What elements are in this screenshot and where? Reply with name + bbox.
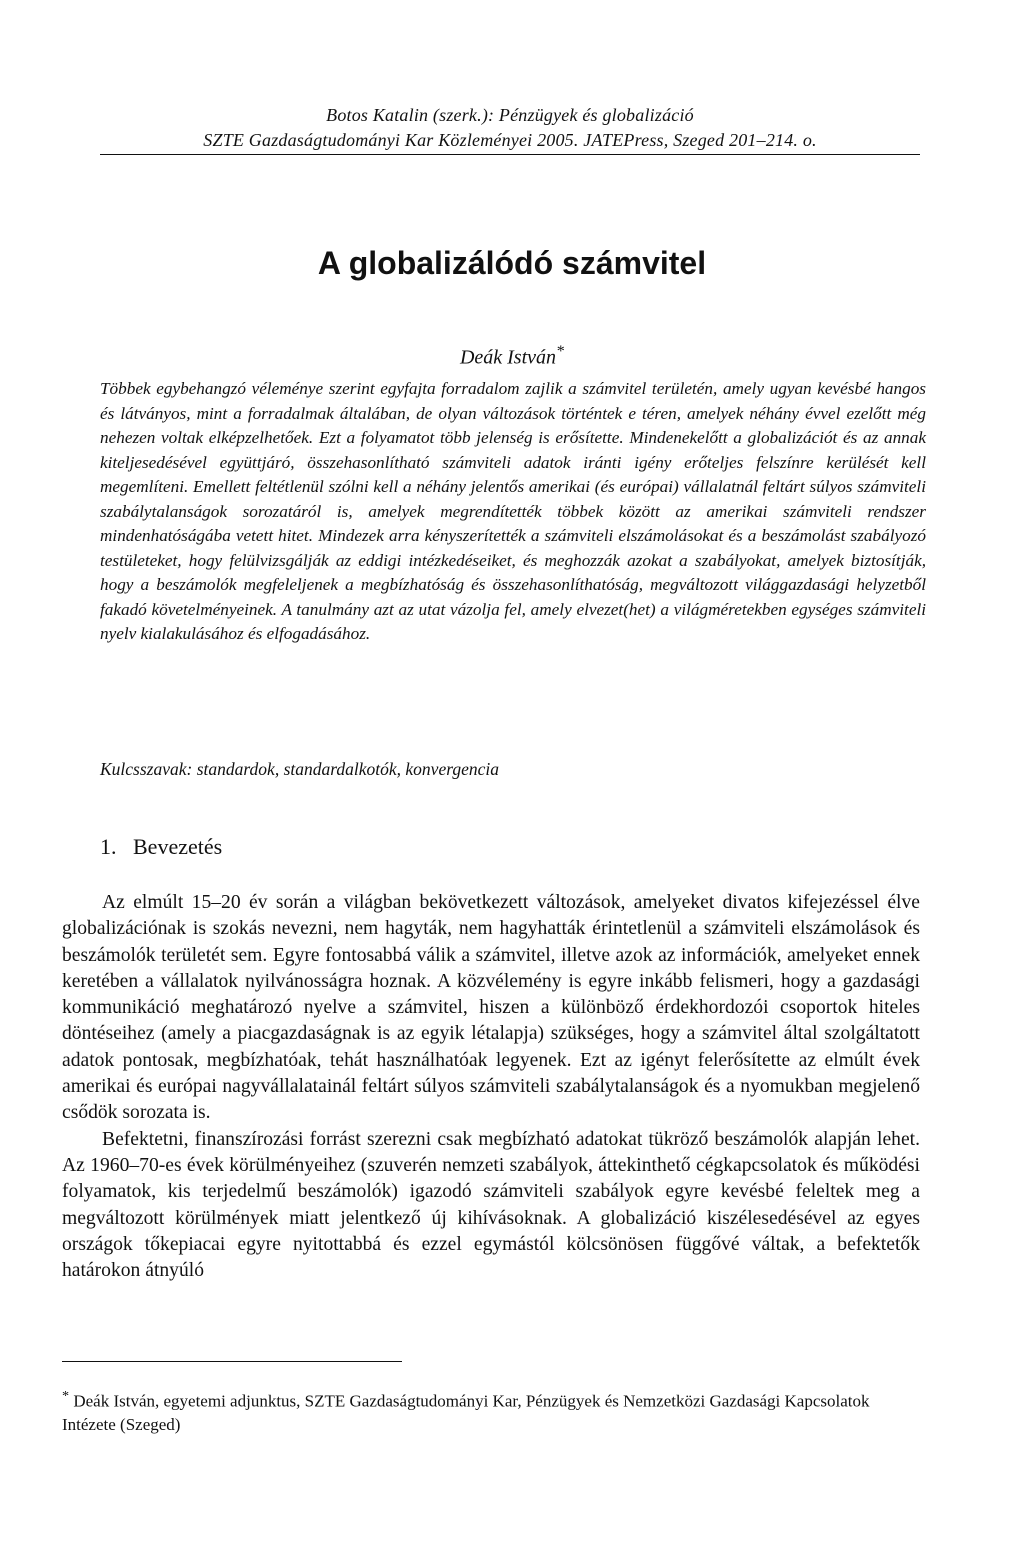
footnote-rule bbox=[62, 1361, 402, 1362]
keywords: Kulcsszavak: standardok, standardalkotók, konvergencia bbox=[100, 759, 500, 779]
section-title: Bevezetés bbox=[133, 834, 223, 859]
section-heading bbox=[100, 834, 222, 860]
author-footnote-mark: * bbox=[556, 343, 565, 360]
author-name: Deák István bbox=[459, 346, 557, 369]
section-number: 1. bbox=[100, 834, 117, 859]
running-head bbox=[100, 103, 920, 153]
body-text bbox=[62, 890, 920, 1284]
author-line bbox=[0, 343, 1024, 370]
paragraph: Befektetni, finanszírozási forrást szerezni csak megbízható adatokat tükröző beszámolók alapján lehet. Az 1960–70-es évek körülményeihez (szuverén nemzeti szabályok, áttekinthető cégkapcsolatok és működési folyamatok, kis terjedelmű beszámolók) igazodó számviteli szabályok egyre kevésbé feleltek meg a megváltozott körülmények miatt jelentkező új kihívásoknak. A globalizáció kiszélesedésével az egyes országok tőkepiacai egyre nyitottabbá és ezzel egymástól kölcsönösen függővé váltak, a befektetők határokon átnyúló bbox=[62, 1128, 920, 1282]
running-head-line1: Botos Katalin (szerk.): Pénzügyek és globalizáció bbox=[326, 105, 694, 125]
footnote-text: Deák István, egyetemi adjunktus, SZTE Gazdaságtudományi Kar, Pénzügyek és Nemzetközi Gazdasági Kapcsolatok Intézete (Szeged) bbox=[62, 1391, 870, 1434]
footnote bbox=[62, 1385, 920, 1436]
running-head-line2: SZTE Gazdaságtudományi Kar Közleményei 2005. JATEPress, Szeged 201–214. o. bbox=[203, 130, 817, 150]
header-rule bbox=[100, 154, 920, 155]
abstract: Többek egybehangzó véleménye szerint egyfajta forradalom zajlik a számvitel területén, amely ugyan kevésbé hangos és látványos, mint a forradalmak általában, de olyan változások történtek e téren, amelyek néhány évvel ezelőtt még nehezen voltak elképzelhetőek. Ezt a folyamatot több jelenség is erősítette. Mindenekelőtt a globalizációt és az annak kiteljesedésével együttjáró, összehasonlítható számviteli adatok iránti igény erőteljes felszínre kerülését kell megemlíteni. Emellett feltétlenül szólni kell a néhány jelentős amerikai (és európai) vállalatnál feltárt súlyos számviteli szabálytalanságok sorozatáról is, amelyek megrendítették többek között az amerikai számviteli rendszer mindenhatóságába vetett hitet. Mindezek arra kényszerítették a számviteli elszámolásokat és a beszámolást szabályozó testületeket, hogy felülvizsgálják az eddigi intézkedéseiket, és meghozzák azokat a szabályokat, amelyek biztosítják, hogy a beszámolók megfeleljenek a megbízhatóság és összehasonlíthatóság, megváltozott világgazdasági helyzetből fakadó követelményeinek. A tanulmány azt az utat vázolja fel, amely elvezet(het) a világméretekben egységes számviteli nyelv kialakulásához és elfogadásához. bbox=[100, 379, 926, 643]
footnote-mark: * bbox=[62, 1388, 70, 1404]
article-title: A globalizálódó számvitel bbox=[317, 245, 707, 281]
paragraph: Az elmúlt 15–20 év során a világban bekövetkezett változások, amelyeket divatos kifejezéssel élve globalizációnak is szokás nevezni, nem hagyták, nem hagyhatták érintetlenül a számviteli elszámolások és beszámolók területét sem. Egyre fontosabbá válik a számvitel, illetve azok az információk, amelyeket ennek keretében a vállalatok nyilvánosságra hoznak. A közvélemény is egyre inkább felismeri, hogy a gazdasági kommunikáció meghatározó nyelve a számvitel, hiszen a különböző érdekhordozói csoportok hiteles döntéseihez (amely a piacgazdaságnak is az egyik létalapja) szükséges, hogy a számvitel által szolgáltatott adatok pontosak, megbízhatóak, tehát használhatóak legyenek. Ezt az igényt felerősítette az elmúlt évek amerikai és európai nagyvállalatainál feltárt súlyos számviteli szabálytalanságok és a nyomukban megjelenő csődök sorozata is. bbox=[62, 892, 920, 1124]
